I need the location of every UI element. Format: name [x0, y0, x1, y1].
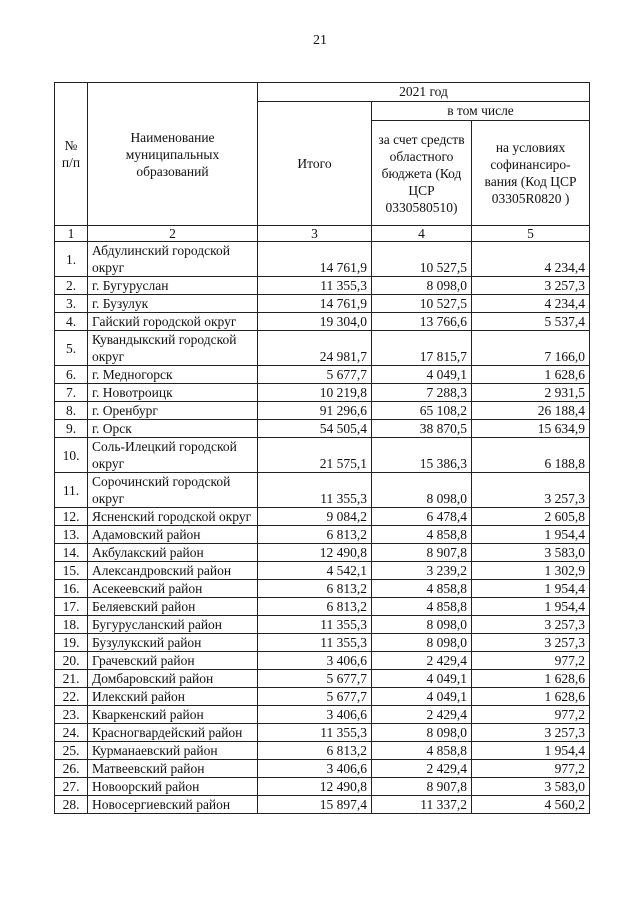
regional-amount: 8 907,8 — [372, 544, 472, 562]
regional-amount: 4 049,1 — [372, 670, 472, 688]
cofinancing-amount: 15 634,9 — [472, 420, 590, 438]
total-amount: 24 981,7 — [258, 331, 372, 366]
cofinancing-amount: 2 931,5 — [472, 384, 590, 402]
cofinancing-amount: 2 605,8 — [472, 508, 590, 526]
row-number: 21. — [55, 670, 88, 688]
municipality-name: Новоорский район — [88, 778, 258, 796]
regional-amount: 11 337,2 — [372, 796, 472, 814]
row-number: 26. — [55, 760, 88, 778]
total-amount: 4 542,1 — [258, 562, 372, 580]
row-number: 13. — [55, 526, 88, 544]
cofinancing-amount: 3 257,3 — [472, 616, 590, 634]
total-amount: 11 355,3 — [258, 473, 372, 508]
table-row — [55, 366, 590, 384]
total-amount: 11 355,3 — [258, 616, 372, 634]
cofinancing-amount: 1 954,4 — [472, 742, 590, 760]
table-row — [55, 384, 590, 402]
table-row — [55, 277, 590, 295]
regional-amount: 8 098,0 — [372, 473, 472, 508]
table-row — [55, 562, 590, 580]
municipality-name: Кваркенский район — [88, 706, 258, 724]
row-number: 19. — [55, 634, 88, 652]
table-row — [55, 616, 590, 634]
cofinancing-amount: 4 234,4 — [472, 242, 590, 277]
table-row — [55, 796, 590, 814]
total-amount: 5 677,7 — [258, 670, 372, 688]
regional-amount: 2 429,4 — [372, 706, 472, 724]
total-amount: 11 355,3 — [258, 277, 372, 295]
regional-amount: 8 907,8 — [372, 778, 472, 796]
total-amount: 6 813,2 — [258, 580, 372, 598]
cofinancing-amount: 26 188,4 — [472, 402, 590, 420]
row-number: 24. — [55, 724, 88, 742]
regional-amount: 4 858,8 — [372, 742, 472, 760]
cofinancing-amount: 977,2 — [472, 760, 590, 778]
table-row — [55, 420, 590, 438]
row-number: 22. — [55, 688, 88, 706]
total-amount: 14 761,9 — [258, 242, 372, 277]
header-including: в том числе — [372, 102, 590, 121]
regional-amount: 38 870,5 — [372, 420, 472, 438]
cofinancing-amount: 7 166,0 — [472, 331, 590, 366]
total-amount: 21 575,1 — [258, 438, 372, 473]
row-number: 12. — [55, 508, 88, 526]
total-amount: 54 505,4 — [258, 420, 372, 438]
municipality-name: Сорочинский городской округ — [88, 473, 258, 508]
row-number: 28. — [55, 796, 88, 814]
cofinancing-amount: 1 954,4 — [472, 526, 590, 544]
row-number: 7. — [55, 384, 88, 402]
row-number: 23. — [55, 706, 88, 724]
row-number: 2. — [55, 277, 88, 295]
table-row — [55, 580, 590, 598]
municipality-name: Беляевский район — [88, 598, 258, 616]
cofinancing-amount: 3 257,3 — [472, 473, 590, 508]
regional-amount: 7 288,3 — [372, 384, 472, 402]
municipality-name: Акбулакский район — [88, 544, 258, 562]
municipality-name: Ясненский городской округ — [88, 508, 258, 526]
column-number: 3 — [258, 226, 372, 242]
row-number: 27. — [55, 778, 88, 796]
total-amount: 5 677,7 — [258, 688, 372, 706]
row-number: 1. — [55, 242, 88, 277]
municipality-name: Домбаровский район — [88, 670, 258, 688]
column-number: 1 — [55, 226, 88, 242]
cofinancing-amount: 1 302,9 — [472, 562, 590, 580]
total-amount: 3 406,6 — [258, 760, 372, 778]
total-amount: 19 304,0 — [258, 313, 372, 331]
table-row — [55, 778, 590, 796]
header-regional: за счет средств областного бюджета (Код ЦСР 0330580510) — [372, 121, 472, 226]
regional-amount: 4 858,8 — [372, 526, 472, 544]
total-amount: 11 355,3 — [258, 724, 372, 742]
row-number: 25. — [55, 742, 88, 760]
row-number: 11. — [55, 473, 88, 508]
municipality-name: г. Бузулук — [88, 295, 258, 313]
municipality-name: г. Оренбург — [88, 402, 258, 420]
regional-amount: 4 858,8 — [372, 580, 472, 598]
cofinancing-amount: 4 560,2 — [472, 796, 590, 814]
table-row — [55, 313, 590, 331]
regional-amount: 65 108,2 — [372, 402, 472, 420]
total-amount: 15 897,4 — [258, 796, 372, 814]
table-row — [55, 331, 590, 366]
municipality-name: Соль-Илецкий городской округ — [88, 438, 258, 473]
municipality-name: Гайский городской округ — [88, 313, 258, 331]
regional-amount: 10 527,5 — [372, 295, 472, 313]
row-number: 10. — [55, 438, 88, 473]
row-number: 6. — [55, 366, 88, 384]
total-amount: 6 813,2 — [258, 526, 372, 544]
header-year: 2021 год — [258, 83, 590, 102]
total-amount: 12 490,8 — [258, 778, 372, 796]
row-number: 4. — [55, 313, 88, 331]
row-number: 3. — [55, 295, 88, 313]
regional-amount: 8 098,0 — [372, 724, 472, 742]
header-cofin: на условиях софинансиро-вания (Код ЦСР 03305R0820 ) — [472, 121, 590, 226]
cofinancing-amount: 5 537,4 — [472, 313, 590, 331]
municipality-name: Александровский район — [88, 562, 258, 580]
regional-amount: 13 766,6 — [372, 313, 472, 331]
row-number: 9. — [55, 420, 88, 438]
cofinancing-amount: 977,2 — [472, 706, 590, 724]
cofinancing-amount: 1 954,4 — [472, 598, 590, 616]
table-row — [55, 508, 590, 526]
total-amount: 10 219,8 — [258, 384, 372, 402]
regional-amount: 8 098,0 — [372, 277, 472, 295]
total-amount: 12 490,8 — [258, 544, 372, 562]
page-number: 21 — [313, 33, 327, 48]
municipality-name: Грачевский район — [88, 652, 258, 670]
header-name: Наименование муниципальных образований — [88, 83, 258, 226]
regional-amount: 3 239,2 — [372, 562, 472, 580]
regional-amount: 2 429,4 — [372, 760, 472, 778]
table-row — [55, 295, 590, 313]
regional-amount: 4 049,1 — [372, 366, 472, 384]
total-amount: 6 813,2 — [258, 742, 372, 760]
cofinancing-amount: 977,2 — [472, 652, 590, 670]
municipality-name: г. Медногорск — [88, 366, 258, 384]
header-total: Итого — [258, 102, 372, 226]
municipality-name: Кувандыкский городской округ — [88, 331, 258, 366]
regional-amount: 6 478,4 — [372, 508, 472, 526]
table-row — [55, 598, 590, 616]
total-amount: 9 084,2 — [258, 508, 372, 526]
table-row — [55, 242, 590, 277]
total-amount: 5 677,7 — [258, 366, 372, 384]
subsidy-table — [54, 82, 590, 814]
table-row — [55, 402, 590, 420]
regional-amount: 4 049,1 — [372, 688, 472, 706]
table-row — [55, 473, 590, 508]
regional-amount: 8 098,0 — [372, 634, 472, 652]
regional-amount: 15 386,3 — [372, 438, 472, 473]
column-number: 2 — [88, 226, 258, 242]
cofinancing-amount: 1 628,6 — [472, 366, 590, 384]
cofinancing-amount: 1 954,4 — [472, 580, 590, 598]
municipality-name: Илекский район — [88, 688, 258, 706]
table-row — [55, 688, 590, 706]
table-row — [55, 652, 590, 670]
cofinancing-amount: 1 628,6 — [472, 688, 590, 706]
row-number: 8. — [55, 402, 88, 420]
total-amount: 3 406,6 — [258, 652, 372, 670]
regional-amount: 4 858,8 — [372, 598, 472, 616]
table-row — [55, 724, 590, 742]
table-row — [55, 760, 590, 778]
row-number: 17. — [55, 598, 88, 616]
table-row — [55, 526, 590, 544]
cofinancing-amount: 4 234,4 — [472, 295, 590, 313]
municipality-name: Асекеевский район — [88, 580, 258, 598]
total-amount: 3 406,6 — [258, 706, 372, 724]
municipality-name: Курманаевский район — [88, 742, 258, 760]
municipality-name: г. Бугуруслан — [88, 277, 258, 295]
table-row — [55, 706, 590, 724]
row-number: 14. — [55, 544, 88, 562]
row-number: 16. — [55, 580, 88, 598]
regional-amount: 8 098,0 — [372, 616, 472, 634]
total-amount: 91 296,6 — [258, 402, 372, 420]
municipality-name: Красногвардейский район — [88, 724, 258, 742]
cofinancing-amount: 3 257,3 — [472, 634, 590, 652]
cofinancing-amount: 3 257,3 — [472, 277, 590, 295]
row-number: 15. — [55, 562, 88, 580]
municipality-name: Абдулинский городской округ — [88, 242, 258, 277]
municipality-name: г. Орск — [88, 420, 258, 438]
cofinancing-amount: 3 583,0 — [472, 544, 590, 562]
cofinancing-amount: 1 628,6 — [472, 670, 590, 688]
municipality-name: Матвеевский район — [88, 760, 258, 778]
table-row — [55, 742, 590, 760]
column-number: 5 — [472, 226, 590, 242]
regional-amount: 2 429,4 — [372, 652, 472, 670]
column-number: 4 — [372, 226, 472, 242]
header-no: № п/п — [55, 83, 88, 226]
municipality-name: Бузулукский район — [88, 634, 258, 652]
cofinancing-amount: 3 257,3 — [472, 724, 590, 742]
municipality-name: г. Новотроицк — [88, 384, 258, 402]
total-amount: 14 761,9 — [258, 295, 372, 313]
municipality-name: Новосергиевский район — [88, 796, 258, 814]
table-row — [55, 544, 590, 562]
table-row — [55, 438, 590, 473]
row-number: 5. — [55, 331, 88, 366]
row-number: 18. — [55, 616, 88, 634]
regional-amount: 10 527,5 — [372, 242, 472, 277]
regional-amount: 17 815,7 — [372, 331, 472, 366]
municipality-name: Бугурусланский район — [88, 616, 258, 634]
total-amount: 6 813,2 — [258, 598, 372, 616]
row-number: 20. — [55, 652, 88, 670]
table-row — [55, 634, 590, 652]
table-row — [55, 670, 590, 688]
municipality-name: Адамовский район — [88, 526, 258, 544]
total-amount: 11 355,3 — [258, 634, 372, 652]
cofinancing-amount: 6 188,8 — [472, 438, 590, 473]
column-numbers-row — [55, 226, 590, 242]
cofinancing-amount: 3 583,0 — [472, 778, 590, 796]
